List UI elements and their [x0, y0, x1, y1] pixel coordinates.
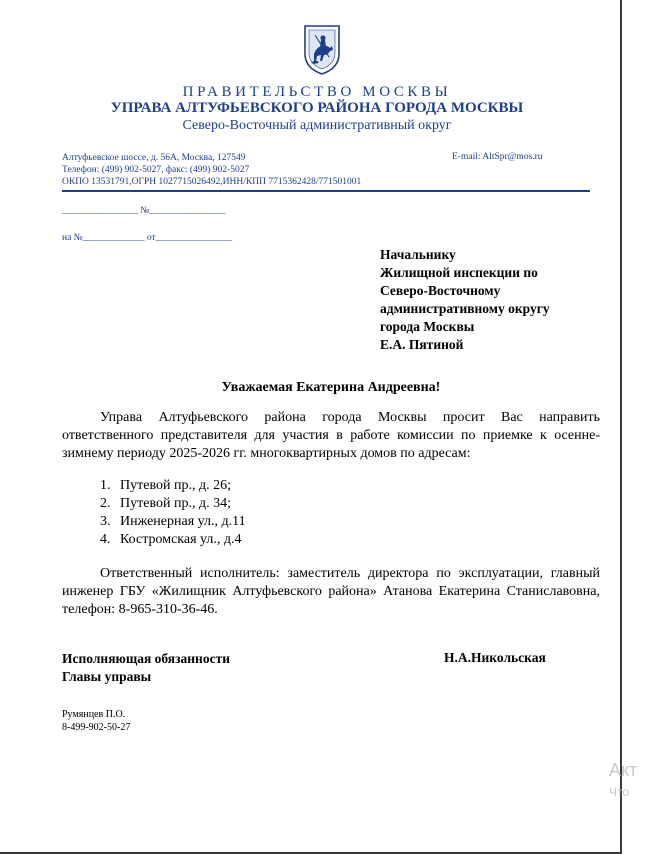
list-item: 3. Инженерная ул., д.11 [100, 514, 246, 529]
addressee-line: Е.А. Пятиной [380, 337, 464, 352]
organization-title: УПРАВА АЛТУФЬЕВСКОГО РАЙОНА ГОРОДА МОСКВЫ [110, 100, 524, 116]
executor-block [62, 708, 130, 734]
responsible-paragraph: Ответственный исполнитель: заместитель директора по эксплуатации, главный инженер ГБУ «Жилищник Алтуфьевского района» Атанова Екатерина Станиславовна, телефон: 8-965-310-36-46. [62, 566, 600, 617]
list-item: 2. Путевой пр., д. 34; [100, 496, 231, 511]
incoming-reference-field: на №_____________ от________________ [62, 233, 232, 243]
list-item: 1. Путевой пр., д. 26; [100, 478, 231, 493]
addressee-line: города Москвы [380, 319, 475, 334]
government-title: ПРАВИТЕЛЬСТВО МОСКВЫ [182, 84, 452, 100]
addressee-line: административному округу [380, 301, 550, 316]
moscow-coat-of-arms-icon [303, 24, 341, 76]
email-address: E-mail: AltSpr@mos.ru [452, 152, 543, 162]
address-list [100, 477, 246, 549]
addressee-line: Жилищной инспекции по [380, 265, 538, 280]
list-item: 4. Костромская ул., д.4 [100, 532, 242, 547]
executor-phone: 8-499-902-50-27 [62, 722, 131, 733]
district-subtitle: Северо-Восточный административный округ [182, 118, 452, 133]
signatory-name: Н.А.Никольская [444, 650, 546, 665]
viewer-gutter [622, 0, 634, 854]
executor-name: Румянцев П.О. [62, 709, 126, 720]
addressee-line: Начальнику [380, 247, 456, 262]
header-divider [62, 190, 590, 192]
registry-codes: ОКПО 13531791,ОГРН 1027715026492,ИНН/КПП 7715362428/771501001 [62, 177, 362, 187]
salutation: Уважаемая Екатерина Андреевна! [221, 380, 441, 395]
signatory-position: Исполняющая обязанности Главы управы [62, 651, 230, 684]
postal-address: Алтуфьевское шоссе, д. 56А, Москва, 127549 [62, 153, 246, 163]
addressee-block [380, 246, 550, 354]
windows-activation-watermark: Акт Что [609, 760, 638, 799]
addressee-line: Северо-Восточному [380, 283, 501, 298]
request-paragraph: Управа Алтуфьевского района города Москвы просит Вас направить ответственного представителя для участия в работе комиссии по приемке к осенне-зимнему периоду 2025-2026 гг. многоквартирных домов по адресам: [62, 410, 600, 461]
outgoing-number-field: ________________ №________________ [62, 206, 226, 216]
phone-fax: Телефон: (499) 902-5027, факс: (499) 902-5027 [62, 165, 250, 175]
contact-block [62, 152, 361, 188]
